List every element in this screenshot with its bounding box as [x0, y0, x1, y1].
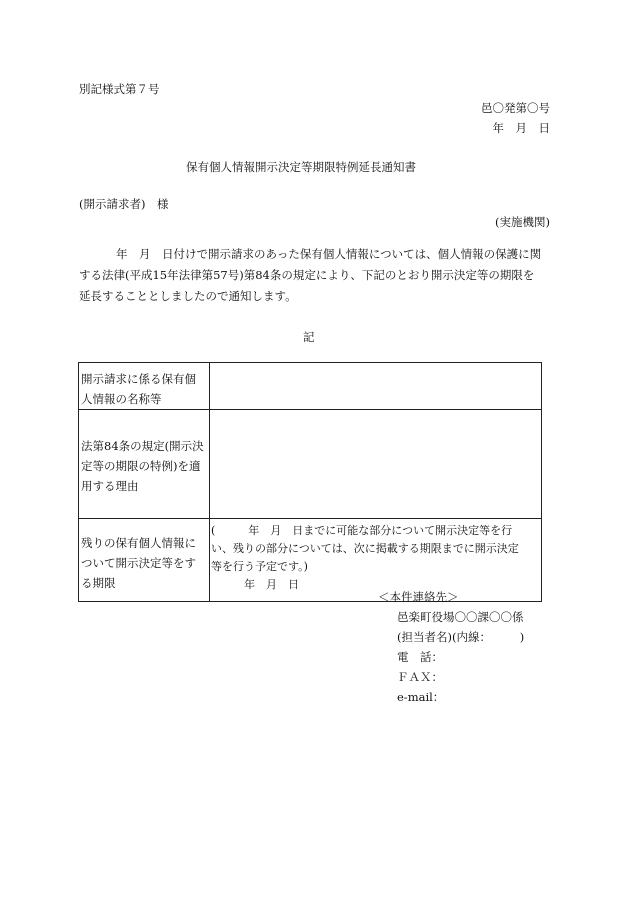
row-label: 開示請求に係る保有個 人情報の名称等 [79, 363, 210, 410]
form-number: 別記様式第７号 [79, 82, 160, 96]
ki-heading: 記 [303, 330, 315, 344]
table-row [79, 519, 542, 602]
contact-phone: 電 話： [397, 650, 443, 664]
info-table [78, 362, 542, 602]
contact-email: e-mail： [397, 690, 445, 704]
row-label: 残りの保有個人情報に ついて開示決定等をす る期限 [79, 519, 210, 602]
contact-office: 邑楽町役場〇〇課〇〇係 [397, 610, 524, 624]
row-value[interactable] [210, 363, 542, 410]
row-label: 法第84条の規定(開示決 定等の期限の特例)を適 用する理由 [79, 410, 210, 519]
issue-date: 年 月 日 [492, 121, 550, 135]
contact-heading: ＜本件連絡先＞ [378, 590, 459, 604]
contact-fax: ＦＡＸ： [397, 670, 443, 684]
row-value: ( 年 月 日までに可能な部分について開示決定等を行 い、残りの部分については、次に掲載する期限までに開示決定 等を行う予定です。) 年 月 日 [210, 519, 542, 602]
issuing-agency: (実施機関) [495, 215, 550, 229]
table-row [79, 363, 542, 410]
deadline-date: 年 月 日 [244, 578, 299, 591]
body-line: する法律(平成15年法律第57号)第84条の規定により、下記のとおり開示決定等の期限を [79, 268, 535, 282]
row-value[interactable] [210, 410, 542, 519]
document-title: 保有個人情報開示決定等期限特例延長通知書 [186, 160, 416, 174]
body-paragraph [79, 244, 551, 307]
recipient: (開示請求者) 様 [79, 197, 169, 211]
body-line: 延長することとしましたので通知します。 [79, 289, 297, 303]
document-number: 邑〇発第〇号 [481, 101, 550, 115]
contact-person: (担当者名)(内線： ) [397, 630, 525, 644]
body-line: 年 月 日付けで開示請求のあった保有個人情報については、個人情報の保護に関 [116, 247, 542, 261]
table-row [79, 410, 542, 519]
